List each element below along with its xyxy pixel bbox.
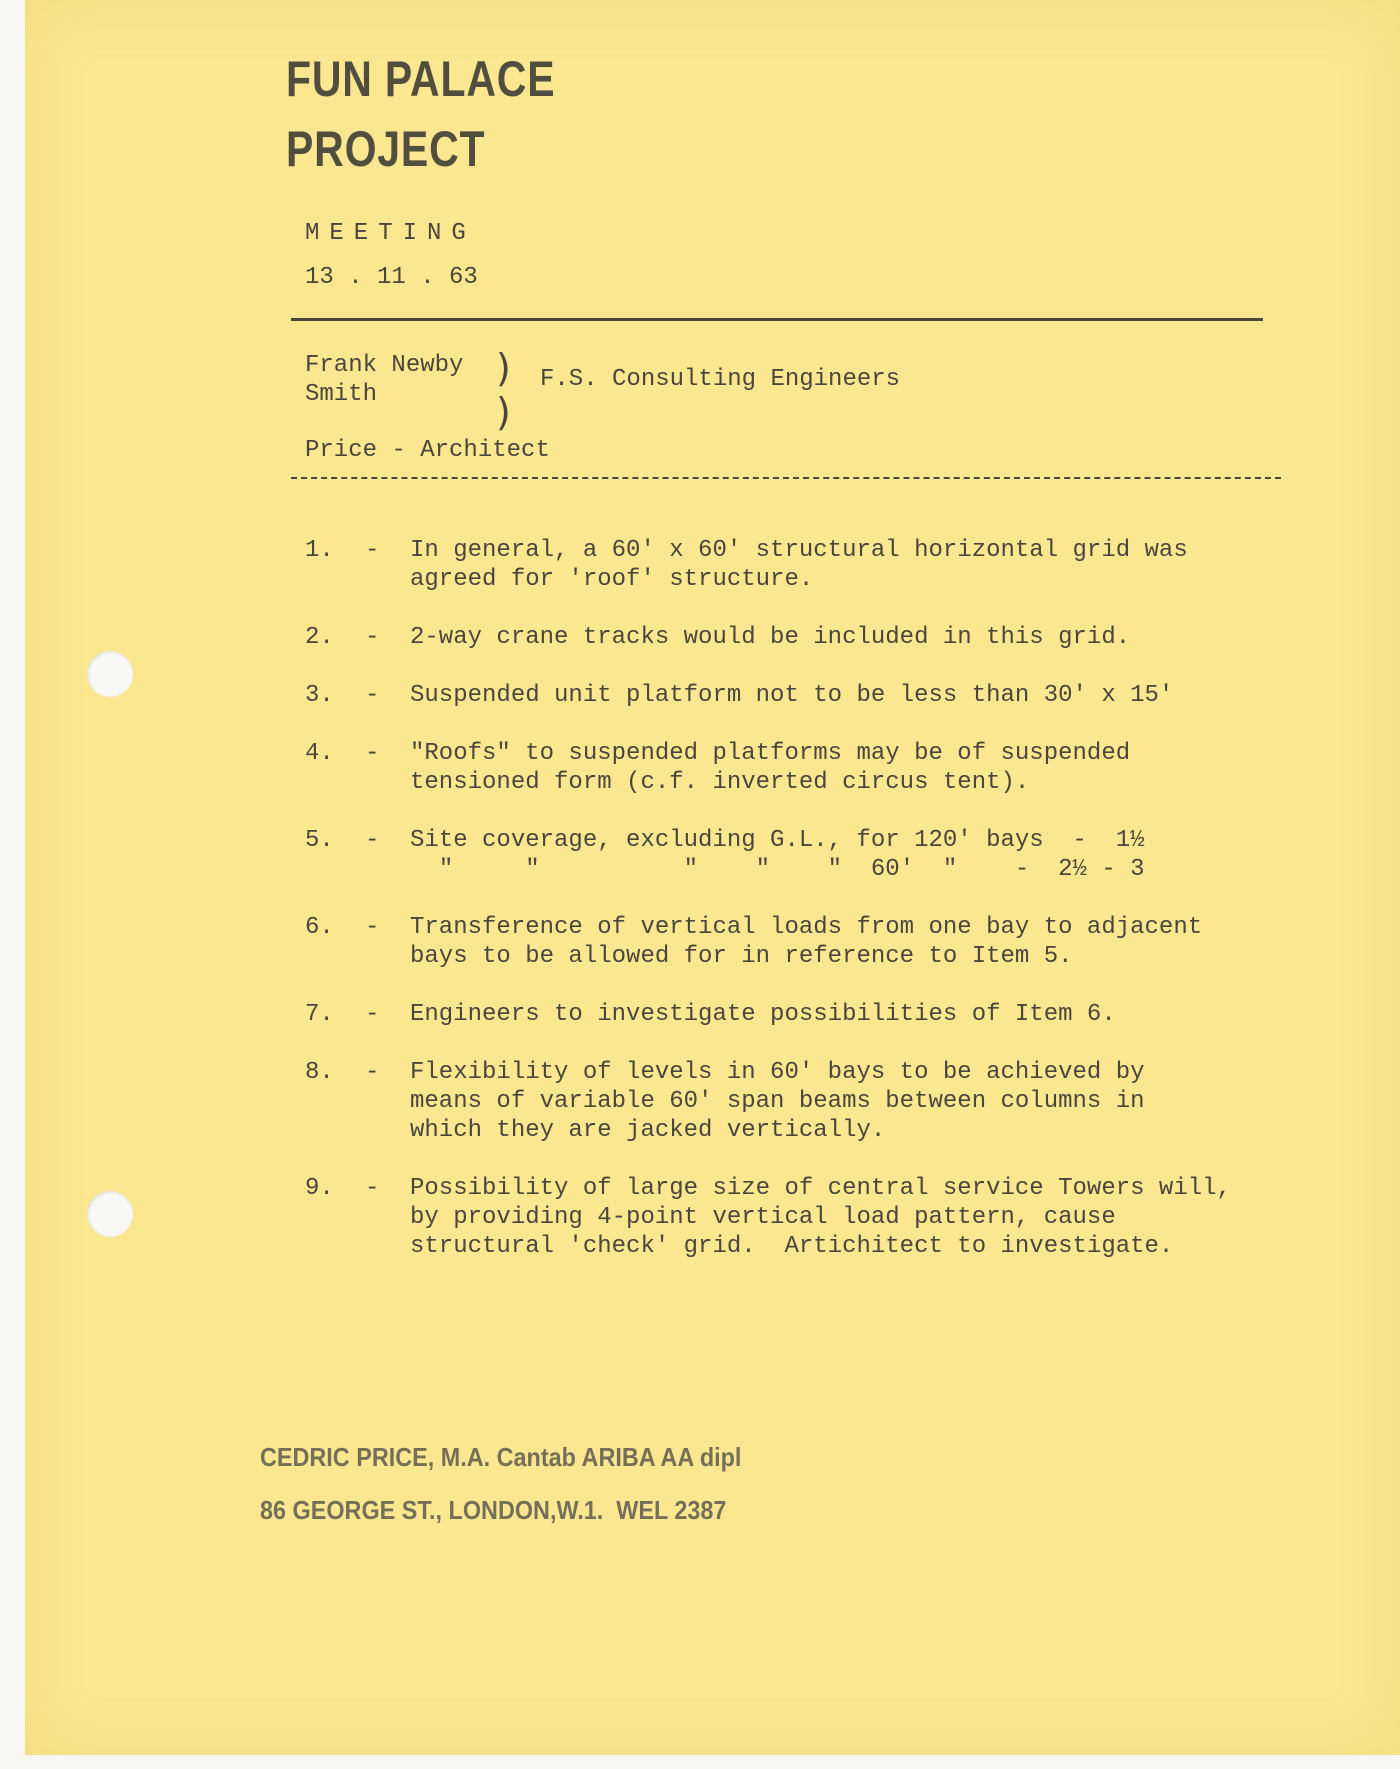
- consulting-firm: F.S. Consulting Engineers: [540, 366, 901, 393]
- project-stamp: [286, 44, 555, 184]
- item-dash: -: [365, 1059, 380, 1086]
- meeting-label: MEETING: [305, 220, 476, 247]
- item-dash: -: [365, 827, 380, 854]
- item-dash: -: [365, 914, 380, 941]
- punch-hole-top: [87, 651, 133, 697]
- item-text: Transference of vertical loads from one bay to adjacent bays to be allowed for in reference to Item 5.: [410, 914, 1203, 970]
- item-text: Flexibility of levels in 60' bays to be achieved by means of variable 60' span beams between columns in which they are jacked vertically.: [410, 1059, 1145, 1144]
- stamp-line-1: FUN PALACE: [286, 51, 556, 107]
- item-number: 9.: [305, 1175, 334, 1202]
- item-dash: -: [365, 740, 380, 767]
- list-item: [305, 1058, 1265, 1145]
- list-item: [305, 1000, 1265, 1029]
- item-number: 1.: [305, 537, 334, 564]
- item-text: 2-way crane tracks would be included in this grid.: [410, 624, 1131, 651]
- minutes-list: [305, 536, 1265, 1290]
- item-number: 5.: [305, 827, 334, 854]
- item-number: 7.: [305, 1001, 334, 1028]
- item-number: 6.: [305, 914, 334, 941]
- address-stamp-line-2: 86 GEORGE ST., LONDON,W.1. WEL 2387: [260, 1495, 727, 1525]
- item-text: Engineers to investigate possibilities of Item 6.: [410, 1001, 1116, 1028]
- item-dash: -: [365, 537, 380, 564]
- meeting-date: 13 . 11 . 63: [305, 264, 478, 291]
- list-item: [305, 826, 1265, 884]
- list-item: [305, 913, 1265, 971]
- item-text: Suspended unit platform not to be less than 30' x 15': [410, 682, 1174, 709]
- address-stamp-line-1: CEDRIC PRICE, M.A. Cantab ARIBA AA dipl: [260, 1442, 742, 1472]
- item-number: 3.: [305, 682, 334, 709]
- list-item: [305, 681, 1265, 710]
- item-text: "Roofs" to suspended platforms may be of suspended tensioned form (c.f. inverted circus tent).: [410, 740, 1131, 796]
- architect-line: Price - Architect: [305, 437, 550, 464]
- list-item: [305, 623, 1265, 652]
- attendee-name-2: Smith: [305, 381, 378, 408]
- item-number: 8.: [305, 1059, 334, 1086]
- item-dash: -: [365, 1001, 380, 1028]
- item-number: 4.: [305, 740, 334, 767]
- item-text: Site coverage, excluding G.L., for 120' bays - 1½ " " " " " 60' " - 2½ - 3: [410, 827, 1145, 883]
- list-item: [305, 536, 1265, 594]
- punch-hole-bottom: [87, 1191, 133, 1237]
- bracket-mark: ) ): [496, 346, 511, 434]
- item-dash: -: [365, 624, 380, 651]
- item-dash: -: [365, 1175, 380, 1202]
- dashed-divider: [291, 477, 1281, 479]
- item-dash: -: [365, 682, 380, 709]
- list-item: [305, 739, 1265, 797]
- header-divider: [291, 318, 1263, 321]
- item-text: In general, a 60' x 60' structural horizontal grid was agreed for 'roof' structure.: [410, 537, 1188, 593]
- item-number: 2.: [305, 624, 334, 651]
- attendee-name-1: Frank Newby: [305, 352, 464, 379]
- item-text: Possibility of large size of central service Towers will, by providing 4-point vertical load pattern, cause structural 'check' grid. Artichitect to investigate.: [410, 1175, 1231, 1260]
- stamp-line-2: PROJECT: [286, 121, 486, 177]
- list-item: [305, 1174, 1265, 1261]
